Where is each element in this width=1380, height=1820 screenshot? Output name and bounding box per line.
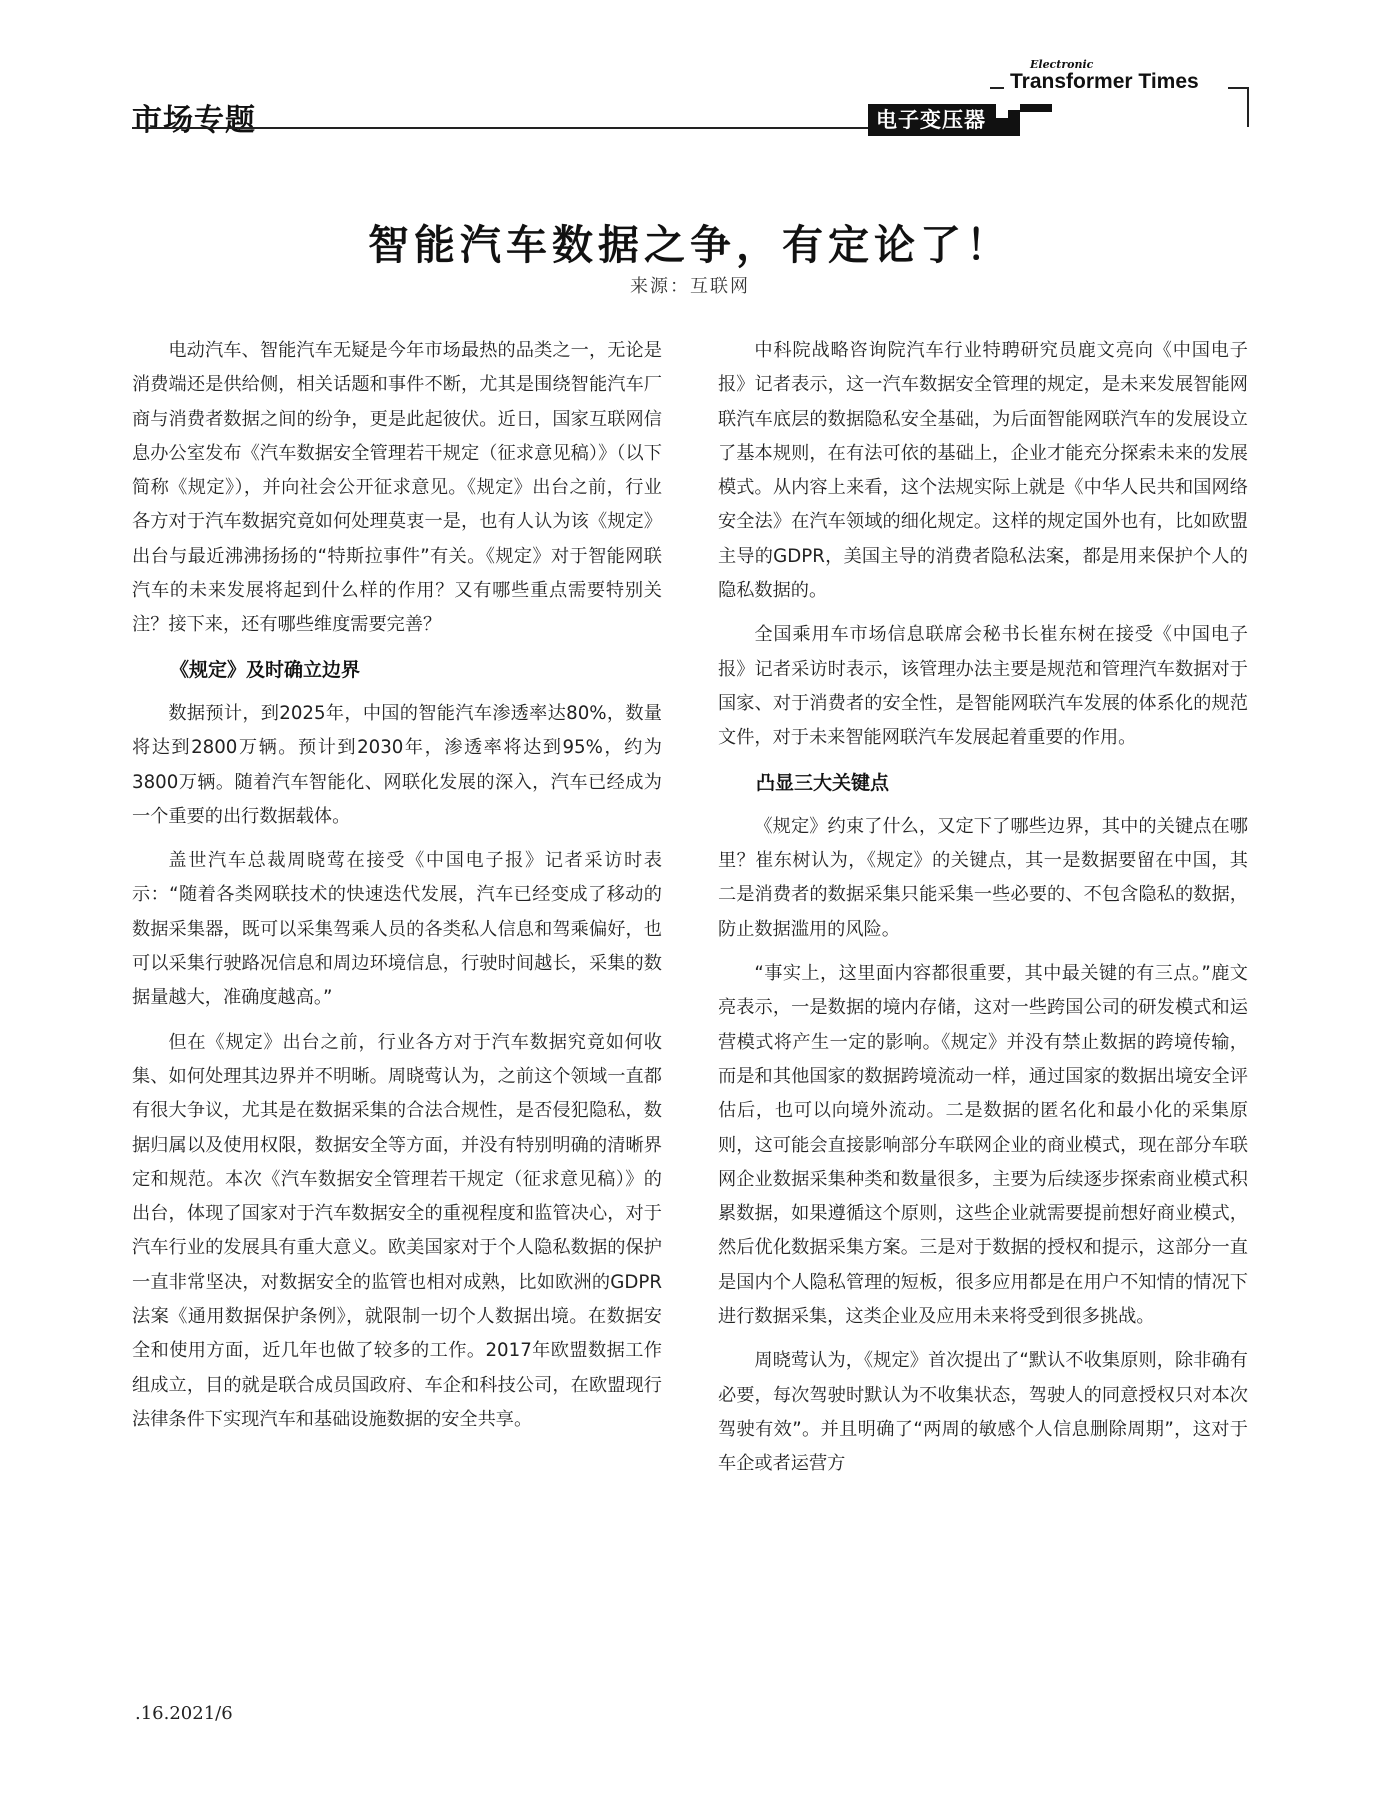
magazine-sub: 专辑	[878, 148, 899, 158]
paragraph: 周晓莺认为，《规定》首次提出了“默认不收集原则，除非确有必要，每次驾驶时默认为不收集状态，驾驶人的同意授权只对本次驾驶有效”。并且明确了“两周的敏感个人信息删除周期”，这对于车企或者运营方	[718, 1350, 1248, 1475]
brand-name: Transformer Times	[1010, 70, 1199, 93]
article-title: 智能汽车数据之争，有定论了！	[368, 221, 1012, 269]
logo-steps	[996, 104, 1056, 136]
paragraph: 盖世汽车总裁周晓莺在接受《中国电子报》记者采访时表示：“随着各类网联技术的快速迭代发展，汽车已经变成了移动的数据采集器，既可以采集驾乘人员的各类私人信息和驾乘偏好，也可以采集行驶路况信息和周边环境信息，行驶时间越长，采集的数据量越大，准确度越高。”	[132, 850, 662, 1009]
header-rule	[132, 127, 870, 129]
section-heading: 凸显三大关键点	[756, 771, 890, 794]
left-column	[132, 334, 662, 1447]
paragraph: 中科院战略咨询院汽车行业特聘研究员鹿文亮向《中国电子报》记者表示，这一汽车数据安全管理的规定，是未来发展智能网联汽车底层的数据隐私安全基础，为后面智能网联汽车的发展设立了基本规则，在有法可依的基础上，企业才能充分探索未来的发展模式。从内容上来看，这个法规实际上就是《中华人民共和国网络安全法》在汽车领域的细化规定。这样的规定国外也有，比如欧盟主导的GDPR，美国主导的消费者隐私法案，都是用来保护个人的隐私数据的。	[718, 340, 1248, 602]
paragraph: “事实上，这里面内容都很重要，其中最关键的有三点。”鹿文亮表示，一是数据的境内存储，这对一些跨国公司的研发模式和运营模式将产生一定的影响。《规定》并没有禁止数据的跨境传输，而是和其他国家的数据跨境流动一样，通过国家的数据出境安全评估后，也可以向境外流动。二是数据的匿名化和最小化的采集原则，这可能会直接影响部分车联网企业的商业模式，现在部分车联网企业数据采集种类和数量很多，主要为后续逐步探索商业模式积累数据，如果遵循这个原则，这些企业就需要提前想好商业模式，然后优化数据采集方案。三是对于数据的授权和提示，这部分一直是国内个人隐私管理的短板，很多应用都是在用户不知情的情况下进行数据采集，这类企业及应用未来将受到很多挑战。	[718, 963, 1248, 1328]
brand-rule-right	[1228, 87, 1248, 89]
section-heading: 《规定》及时确立边界	[170, 658, 361, 681]
brand-rule-vertical	[1247, 87, 1249, 127]
magazine-name: 电子变压器	[876, 108, 986, 132]
brand-top: Electronic	[1030, 58, 1094, 71]
page-number: .16.2021/6	[135, 1703, 233, 1724]
article-source: 来源：互联网	[630, 276, 750, 297]
paragraph: 《规定》约束了什么，又定下了哪些边界，其中的关键点在哪里？崔东树认为，《规定》的关键点，其一是数据要留在中国，其二是消费者的数据采集只能采集一些必要的、不包含隐私的数据，防止数据滥用的风险。	[718, 815, 1248, 940]
section-label: 市场专题	[132, 103, 256, 138]
right-column	[718, 334, 1248, 1492]
page-header	[0, 0, 1380, 158]
paragraph: 电动汽车、智能汽车无疑是今年市场最热的品类之一，无论是消费端还是供给侧，相关话题和事件不断，尤其是围绕智能汽车厂商与消费者数据之间的纷争，更是此起彼伏。近日，国家互联网信息办公室发布《汽车数据安全管理若干规定（征求意见稿）》（以下简称《规定》），并向社会公开征求意见。《规定》出台之前，行业各方对于汽车数据究竟如何处理莫衷一是，也有人认为该《规定》出台与最近沸沸扬扬的“特斯拉事件”有关。《规定》对于智能网联汽车的未来发展将起到什么样的作用？又有哪些重点需要特别关注？接下来，还有哪些维度需要完善？	[132, 340, 662, 636]
paragraph: 但在《规定》出台之前，行业各方对于汽车数据究竟如何收集、如何处理其边界并不明晰。周晓莺认为，之前这个领域一直都有很大争议，尤其是在数据采集的合法合规性，是否侵犯隐私，数据归属以及使用权限，数据安全等方面，并没有特别明确的清晰界定和规范。本次《汽车数据安全管理若干规定（征求意见稿）》的出台，体现了国家对于汽车数据安全的重视程度和监管决心，对于汽车行业的发展具有重大意义。欧美国家对于个人隐私数据的保护一直非常坚决，对数据安全的监管也相对成熟，比如欧洲的GDPR法案《通用数据保护条例》，就限制一切个人数据出境。在数据安全和使用方面，近几年也做了较多的工作。2017年欧盟数据工作组成立，目的就是联合成员国政府、车企和科技公司，在欧盟现行法律条件下实现汽车和基础设施数据的安全共享。	[132, 1031, 662, 1430]
paragraph: 全国乘用车市场信息联席会秘书长崔东树在接受《中国电子报》记者采访时表示，该管理办法主要是规范和管理汽车数据对于国家、对于消费者的安全性，是智能网联汽车发展的体系化的规范文件，对于未来智能网联汽车发展起着重要的作用。	[718, 624, 1248, 749]
paragraph: 数据预计，到2025年，中国的智能汽车渗透率达80%，数量将达到2800万辆。预计到2030年，渗透率将达到95%，约为3800万辆。随着汽车智能化、网联化发展的深入，汽车已经成为一个重要的出行数据载体。	[132, 702, 662, 827]
magazine-logo	[868, 104, 996, 158]
brand-rule-left	[990, 87, 1004, 89]
